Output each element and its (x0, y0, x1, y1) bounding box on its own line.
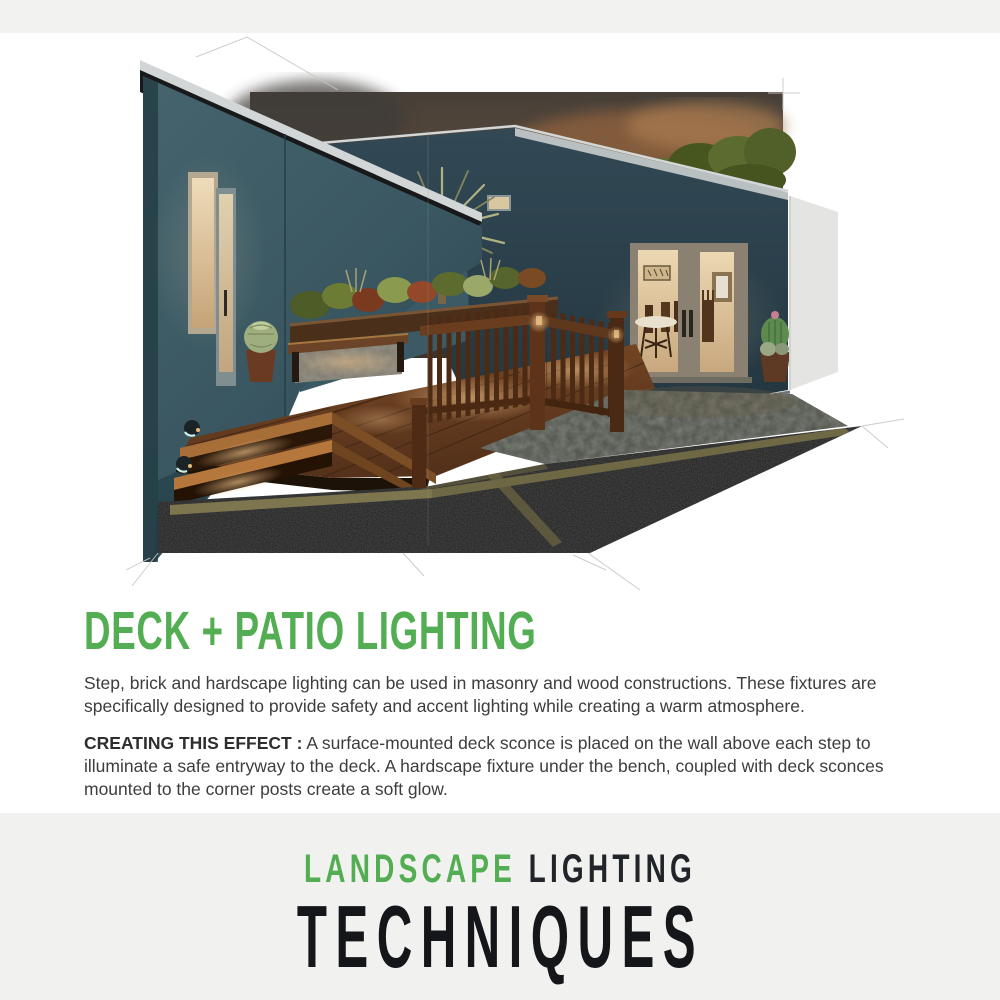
barrel-cactus (244, 321, 278, 382)
post-sconce (528, 311, 550, 333)
effect-text: A surface-mounted deck sconce is placed on the wall above each step to illuminate a safe entryway to the deck. A hardscape fixture under the bench, coupled with deck sconces mounted to the corner posts create a soft glow. (84, 733, 884, 799)
brand-line (0, 849, 1000, 889)
description-section (84, 601, 932, 815)
side-wall-panel (790, 196, 838, 390)
footer-band (0, 813, 1000, 1000)
brand-word-lighting: LIGHTING (528, 847, 696, 891)
post-sconce (607, 326, 625, 344)
effect-label: CREATING THIS EFFECT : (84, 733, 303, 753)
brand-word-landscape: LANDSCAPE (304, 847, 517, 891)
brand-title-line (0, 887, 1000, 986)
step-sconce (176, 456, 192, 472)
brand-title: TECHNIQUES (296, 887, 704, 986)
section-heading: DECK + PATIO LIGHTING (84, 601, 537, 661)
intro-paragraph: Step, brick and hardscape lighting can be used in masonry and wood constructions. These fixtures are specifically designed to provide safety and accent lighting while creating a warm atmosphere. (84, 673, 877, 716)
brand-words (304, 849, 696, 889)
effect-paragraph (84, 732, 932, 801)
stair-post (412, 402, 426, 488)
step-sconce (184, 420, 200, 436)
